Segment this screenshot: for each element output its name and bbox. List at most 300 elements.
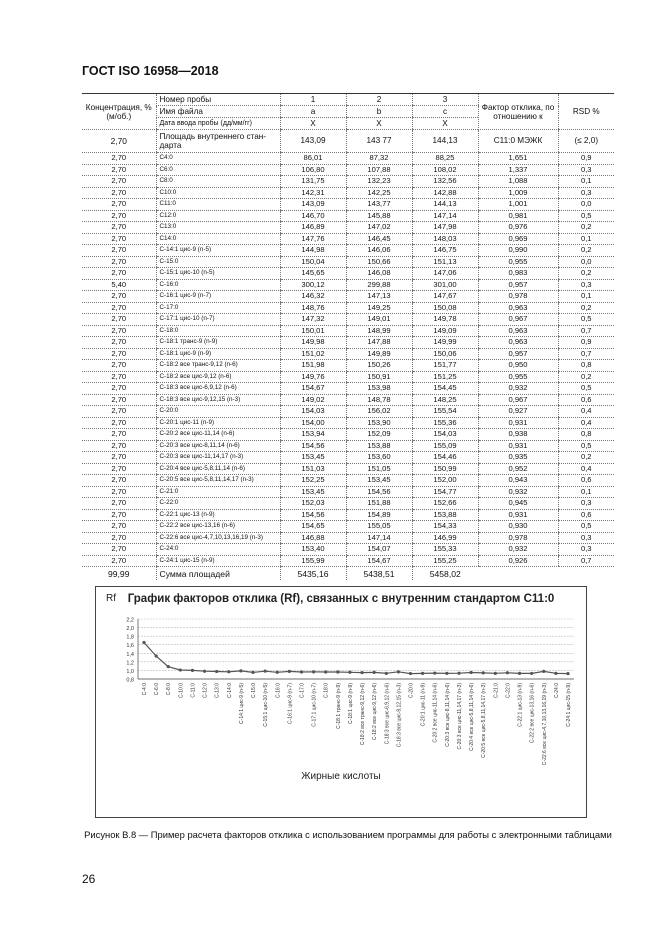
- cell-conc: 2,70: [82, 463, 156, 475]
- data-point: [276, 671, 279, 674]
- cell-name: C12:0: [156, 210, 280, 222]
- cell-factor: 0,938: [478, 429, 558, 441]
- cell-area: 154,56: [346, 486, 412, 498]
- cell-area: 147,13: [346, 291, 412, 303]
- table-row: [82, 463, 614, 475]
- cell-name: C8:0: [156, 176, 280, 188]
- cell-rsd: 0,4: [558, 463, 614, 475]
- table-row: [82, 498, 614, 510]
- cell-area: 155,05: [346, 521, 412, 533]
- cell-area: 148,03: [412, 233, 478, 245]
- figure-caption: Рисунок В.8 — Пример расчета факторов отклика с использованием программы для работы с электронными таблицами: [84, 829, 612, 840]
- cell-rsd: 0,1: [558, 291, 614, 303]
- cell-rsd: 0,0: [558, 199, 614, 211]
- table-row: [82, 337, 614, 349]
- data-point: [530, 672, 533, 675]
- data-point: [518, 672, 521, 675]
- table-row: [82, 314, 614, 326]
- data-point: [506, 671, 509, 674]
- table-row: [82, 440, 614, 452]
- cell-area: 146,88: [280, 532, 346, 544]
- x-tick-label: C-18:0: [323, 683, 330, 699]
- cell-area: 301,00: [412, 279, 478, 291]
- cell-area: 155,25: [412, 555, 478, 567]
- cell-factor: 0,957: [478, 279, 558, 291]
- cell-area: 153,88: [412, 509, 478, 521]
- cell-area: 154,65: [280, 521, 346, 533]
- x-tick-label: C-20:4 все цис-5,8,11,14 (n-6): [469, 683, 476, 751]
- cell-conc: 2,70: [82, 498, 156, 510]
- col-header-concentration: Концентрация, % (м/об.): [82, 94, 156, 130]
- x-tick-label: C-11:0: [190, 683, 197, 698]
- data-point: [542, 670, 545, 673]
- cell-factor: 0,930: [478, 521, 558, 533]
- cell-conc: 2,70: [82, 429, 156, 441]
- cell-factor: 0,935: [478, 452, 558, 464]
- sum-area: 5458,02: [412, 567, 478, 581]
- cell-rsd: 0,3: [558, 544, 614, 556]
- cell-rsd: 0,5: [558, 210, 614, 222]
- table-row: [82, 187, 614, 199]
- cell-name: C-20:4 все цис-5,8,11,14 (n-6): [156, 463, 280, 475]
- x-tick-label: C-20:5 все цис-5,8,11,14,17 (n-3): [481, 683, 488, 758]
- cell-rsd: 0,7: [558, 325, 614, 337]
- cell-area: 146,89: [280, 222, 346, 234]
- cell-area: 106,80: [280, 164, 346, 176]
- sample-number: 1: [280, 94, 346, 106]
- x-tick-label: C-24:0: [553, 683, 560, 699]
- data-point: [348, 671, 351, 674]
- x-tick-label: C-15:1 цис-10 (n-5): [263, 683, 270, 727]
- cell-area: 151,03: [280, 463, 346, 475]
- data-point: [385, 672, 388, 675]
- cell-conc: 2,70: [82, 325, 156, 337]
- y-axis-label: Rf: [106, 593, 116, 604]
- standard-title: ГОСТ ISO 16958—2018: [82, 64, 219, 78]
- cell-conc: 2,70: [82, 187, 156, 199]
- x-tick-label: C-8:0: [166, 683, 173, 696]
- table-row: [82, 302, 614, 314]
- cell-area: 131,75: [280, 176, 346, 188]
- cell-conc: 2,70: [82, 544, 156, 556]
- cell-conc: 2,70: [82, 268, 156, 280]
- data-point: [300, 670, 303, 673]
- cell-area: 146,75: [412, 245, 478, 257]
- cell-name: C-16:0: [156, 279, 280, 291]
- series-line: [144, 643, 568, 674]
- cell-conc: 2,70: [82, 302, 156, 314]
- cell-factor: 0,990: [478, 245, 558, 257]
- cell-area: 153,45: [280, 452, 346, 464]
- cell-rsd: 0,4: [558, 406, 614, 418]
- cell-area: 150,01: [280, 325, 346, 337]
- table-row: [82, 222, 614, 234]
- x-tick-label: C-6:0: [154, 683, 161, 696]
- sum-area: 5435,16: [280, 567, 346, 581]
- cell-area: 107,88: [346, 164, 412, 176]
- y-tick-label: 2,0: [126, 626, 134, 633]
- x-tick-label: C-16:1 цис-9 (n-7): [287, 683, 294, 724]
- cell-factor: 1,088: [478, 176, 558, 188]
- cell-conc: 2,70: [82, 176, 156, 188]
- cell-area: 150,04: [280, 256, 346, 268]
- cell-area: 147,76: [280, 233, 346, 245]
- sum-area: 5438,51: [346, 567, 412, 581]
- cell-area: 148,25: [412, 394, 478, 406]
- table-row: [82, 532, 614, 544]
- x-tick-label: C-12:0: [202, 683, 209, 699]
- cell-area: 144,13: [412, 199, 478, 211]
- cell-factor: 0,957: [478, 348, 558, 360]
- data-point: [191, 669, 194, 672]
- cell-rsd: 0,7: [558, 348, 614, 360]
- cell-name: C-18:3 все цис-6,9,12 (n-6): [156, 383, 280, 395]
- chart-title: График факторов отклика (Rf), связанных с внутренним стандартом C11:0: [127, 593, 555, 605]
- data-point: [227, 670, 230, 673]
- cell-area: 153,98: [346, 383, 412, 395]
- cell-conc: 2,70: [82, 452, 156, 464]
- data-point: [554, 672, 557, 675]
- table-row: [82, 360, 614, 372]
- cell-conc: 2,70: [82, 348, 156, 360]
- x-tick-label: C-14:0: [226, 683, 233, 699]
- cell-factor: 0,931: [478, 417, 558, 429]
- y-tick-label: 0,8: [126, 677, 134, 684]
- cell-rsd: 0,6: [558, 509, 614, 521]
- data-point: [215, 670, 218, 673]
- table-row: [82, 164, 614, 176]
- cell-factor: 1,001: [478, 199, 558, 211]
- x-axis-label: Жирные кислоты: [301, 771, 381, 782]
- data-point: [264, 670, 267, 673]
- cell-factor: 0,963: [478, 325, 558, 337]
- table-row: [82, 325, 614, 337]
- cell-area: 155,33: [412, 544, 478, 556]
- cell-name: C-15:0: [156, 256, 280, 268]
- cell-area: 108,02: [412, 164, 478, 176]
- cell-rsd: 0,5: [558, 314, 614, 326]
- table-row: [82, 348, 614, 360]
- data-point: [324, 670, 327, 673]
- cell-rsd: 0,2: [558, 245, 614, 257]
- y-tick-label: 1,6: [126, 643, 134, 650]
- cell-area: 153,60: [346, 452, 412, 464]
- cell-name: C-18:2 все цис-9,12 (n-6): [156, 371, 280, 383]
- data-point: [482, 671, 485, 674]
- cell-area: 154,33: [412, 521, 478, 533]
- cell-area: 147,02: [346, 222, 412, 234]
- cell-conc: 2,70: [82, 210, 156, 222]
- file-name: a: [280, 106, 346, 118]
- sum-row: [82, 567, 614, 581]
- cell-factor: 0,969: [478, 233, 558, 245]
- is-area: 143 77: [346, 130, 412, 153]
- cell-rsd: 0,1: [558, 486, 614, 498]
- table-row: [82, 452, 614, 464]
- is-concentration: 2,70: [82, 130, 156, 153]
- cell-conc: 2,70: [82, 486, 156, 498]
- cell-area: 150,08: [412, 302, 478, 314]
- cell-conc: 2,70: [82, 406, 156, 418]
- cell-area: 156,02: [346, 406, 412, 418]
- cell-rsd: 0,6: [558, 475, 614, 487]
- cell-factor: 0,981: [478, 210, 558, 222]
- cell-factor: 1,337: [478, 164, 558, 176]
- x-tick-label: C-18:2 все транс-9,12 (n-6): [360, 683, 367, 746]
- x-tick-label: C-20:3 все цис-11,14,17 (n-3): [456, 683, 463, 750]
- data-point: [142, 641, 145, 644]
- cell-name: C-14:1 цис-9 (n-5): [156, 245, 280, 257]
- cell-area: 153,45: [346, 475, 412, 487]
- cell-rsd: 0,3: [558, 164, 614, 176]
- cell-area: 155,09: [412, 440, 478, 452]
- cell-name: C-18:1 транс-9 (n-9): [156, 337, 280, 349]
- table-row: [82, 291, 614, 303]
- cell-area: 147,06: [412, 268, 478, 280]
- cell-name: C-20:3 все цис-8,11,14 (n-6): [156, 440, 280, 452]
- cell-area: 148,99: [346, 325, 412, 337]
- x-tick-label: C-17:1 цис-10 (n-7): [311, 683, 318, 727]
- cell-factor: 0,963: [478, 302, 558, 314]
- cell-area: 154,56: [280, 509, 346, 521]
- cell-area: 155,36: [412, 417, 478, 429]
- cell-rsd: 0,2: [558, 371, 614, 383]
- table-row: [82, 383, 614, 395]
- cell-area: 152,00: [412, 475, 478, 487]
- table-row: [82, 486, 614, 498]
- cell-rsd: 0,2: [558, 222, 614, 234]
- cell-factor: 0,978: [478, 532, 558, 544]
- x-tick-label: C-18:2 все цис-9,12 (n-6): [372, 683, 379, 741]
- cell-area: 151,05: [346, 463, 412, 475]
- data-point: [409, 672, 412, 675]
- sample-number: 2: [346, 94, 412, 106]
- cell-area: 151,13: [412, 256, 478, 268]
- cell-name: C-15:1 цис-10 (n-5): [156, 268, 280, 280]
- cell-name: C-16:1 цис-9 (n-7): [156, 291, 280, 303]
- cell-factor: 0,932: [478, 486, 558, 498]
- cell-rsd: 0,5: [558, 383, 614, 395]
- cell-conc: 2,70: [82, 555, 156, 567]
- data-point: [566, 672, 569, 675]
- col-header-factor: Фактор отклика, по отношению к: [478, 94, 558, 130]
- sample-date: X: [346, 118, 412, 130]
- cell-name: C-22:2 все цис-13,16 (n-6): [156, 521, 280, 533]
- cell-area: 153,94: [280, 429, 346, 441]
- cell-area: 151,25: [412, 371, 478, 383]
- data-point: [179, 668, 182, 671]
- cell-name: C-18:1 цис-9 (n-9): [156, 348, 280, 360]
- cell-conc: 2,70: [82, 509, 156, 521]
- x-tick-label: C-14:1 цис-9 (n-5): [238, 683, 245, 724]
- cell-area: 300,12: [280, 279, 346, 291]
- cell-area: 154,03: [412, 429, 478, 441]
- table-row: [82, 429, 614, 441]
- cell-conc: 2,70: [82, 256, 156, 268]
- empty-cell: [478, 567, 558, 581]
- cell-name: C14:0: [156, 233, 280, 245]
- cell-area: 152,09: [346, 429, 412, 441]
- cell-area: 147,14: [346, 532, 412, 544]
- cell-area: 149,98: [280, 337, 346, 349]
- chart-svg: [96, 587, 586, 817]
- cell-conc: 2,70: [82, 521, 156, 533]
- y-tick-label: 1,4: [126, 651, 134, 658]
- cell-factor: 0,955: [478, 256, 558, 268]
- data-point: [167, 665, 170, 668]
- cell-factor: 0,932: [478, 383, 558, 395]
- cell-area: 146,70: [280, 210, 346, 222]
- cell-conc: 2,70: [82, 440, 156, 452]
- table-row: [82, 153, 614, 165]
- table-row: [82, 406, 614, 418]
- cell-name: C4:0: [156, 153, 280, 165]
- cell-area: 146,32: [280, 291, 346, 303]
- cell-name: C-20:5 все цис-5,8,11,14,17 (n-3): [156, 475, 280, 487]
- x-tick-label: C-18:1 цис-9 (n-9): [347, 683, 354, 724]
- response-factor-table: [82, 93, 614, 580]
- cell-conc: 2,70: [82, 245, 156, 257]
- table-row: [82, 521, 614, 533]
- y-tick-label: 1,8: [126, 634, 134, 641]
- cell-area: 132,23: [346, 176, 412, 188]
- table-row: [82, 417, 614, 429]
- sample-number: 3: [412, 94, 478, 106]
- table-row: [82, 371, 614, 383]
- data-point: [155, 654, 158, 657]
- cell-area: 152,03: [280, 498, 346, 510]
- cell-area: 86,01: [280, 153, 346, 165]
- cell-conc: 2,70: [82, 199, 156, 211]
- cell-conc: 2,70: [82, 222, 156, 234]
- cell-rsd: 0,2: [558, 268, 614, 280]
- cell-name: C-20:3 все цис-11,14,17 (n-3): [156, 452, 280, 464]
- cell-conc: 2,70: [82, 164, 156, 176]
- sum-concentration: 99,99: [107, 568, 130, 579]
- y-tick-label: 1,0: [126, 668, 134, 675]
- table-row: [82, 268, 614, 280]
- cell-conc: 2,70: [82, 383, 156, 395]
- table-row: [82, 233, 614, 245]
- cell-conc: 2,70: [82, 417, 156, 429]
- cell-area: 154,07: [346, 544, 412, 556]
- x-tick-label: C-13:0: [214, 683, 221, 699]
- cell-rsd: 0,3: [558, 187, 614, 199]
- cell-area: 154,00: [280, 417, 346, 429]
- cell-rsd: 0,7: [558, 555, 614, 567]
- cell-area: 146,06: [346, 245, 412, 257]
- table-row: [82, 245, 614, 257]
- cell-factor: 1,651: [478, 153, 558, 165]
- cell-factor: 0,931: [478, 440, 558, 452]
- cell-conc: 2,70: [82, 314, 156, 326]
- internal-standard-row: [82, 130, 614, 153]
- table-row: [82, 279, 614, 291]
- sample-date: X: [280, 118, 346, 130]
- cell-name: C-18:0: [156, 325, 280, 337]
- cell-area: 153,88: [346, 440, 412, 452]
- cell-area: 150,91: [346, 371, 412, 383]
- cell-area: 142,88: [412, 187, 478, 199]
- cell-area: 145,65: [280, 268, 346, 280]
- cell-area: 147,98: [412, 222, 478, 234]
- row-label-internal-standard: Площадь внутреннего стан-дарта: [156, 130, 280, 153]
- cell-area: 155,54: [412, 406, 478, 418]
- cell-conc: 2,70: [82, 532, 156, 544]
- cell-factor: 0,943: [478, 475, 558, 487]
- cell-area: 154,77: [412, 486, 478, 498]
- x-tick-label: C-15:0: [251, 683, 258, 699]
- cell-area: 148,76: [280, 302, 346, 314]
- cell-area: 142,25: [346, 187, 412, 199]
- cell-factor: 0,978: [478, 291, 558, 303]
- cell-name: C-24:0: [156, 544, 280, 556]
- data-point: [336, 670, 339, 673]
- cell-area: 143,77: [346, 199, 412, 211]
- cell-rsd: 0,9: [558, 337, 614, 349]
- cell-area: 150,99: [412, 463, 478, 475]
- cell-area: 154,03: [280, 406, 346, 418]
- x-tick-label: C-22:2 все цис-13,16 (n-6): [529, 683, 536, 743]
- factor-reference: C11:0 МЭЖК: [478, 130, 558, 153]
- table-row: [82, 555, 614, 567]
- cell-area: 150,06: [412, 348, 478, 360]
- cell-name: C13:0: [156, 222, 280, 234]
- page-number: 26: [82, 872, 96, 886]
- cell-area: 149,09: [412, 325, 478, 337]
- cell-conc: 2,70: [82, 371, 156, 383]
- table-row: [82, 256, 614, 268]
- cell-factor: 0,927: [478, 406, 558, 418]
- cell-area: 145,88: [346, 210, 412, 222]
- cell-factor: 0,976: [478, 222, 558, 234]
- cell-name: C-17:1 цис-10 (n-7): [156, 314, 280, 326]
- table-row: [82, 176, 614, 188]
- cell-area: 147,14: [412, 210, 478, 222]
- cell-name: C-24:1 цис-15 (n-9): [156, 555, 280, 567]
- cell-rsd: 0,9: [558, 153, 614, 165]
- cell-area: 152,66: [412, 498, 478, 510]
- file-name: c: [412, 106, 478, 118]
- cell-rsd: 0,3: [558, 498, 614, 510]
- cell-conc: 2,70: [82, 337, 156, 349]
- cell-factor: 0,963: [478, 337, 558, 349]
- x-tick-label: C-18:3 все цис-9,12,15 (n-3): [396, 683, 403, 748]
- cell-name: C10:0: [156, 187, 280, 199]
- cell-name: C-20:1 цис-11 (n-9): [156, 417, 280, 429]
- cell-area: 155,99: [280, 555, 346, 567]
- cell-conc: 2,70: [82, 360, 156, 372]
- data-point: [397, 670, 400, 673]
- cell-rsd: 0,1: [558, 233, 614, 245]
- x-tick-label: C-16:0: [275, 683, 282, 699]
- data-point: [445, 672, 448, 675]
- cell-name: C6:0: [156, 164, 280, 176]
- x-tick-label: C-10:0: [178, 683, 185, 699]
- cell-factor: 1,009: [478, 187, 558, 199]
- is-area: 144,13: [412, 130, 478, 153]
- cell-name: C-22:6 все цис-4,7,10,13,16,19 (n-3): [156, 532, 280, 544]
- cell-area: 153,40: [280, 544, 346, 556]
- data-point: [494, 672, 497, 675]
- cell-rsd: 0,4: [558, 417, 614, 429]
- cell-area: 154,89: [346, 509, 412, 521]
- x-tick-label: C-24:1 цис-15 (n-9): [566, 683, 572, 727]
- data-point: [433, 671, 436, 674]
- cell-conc: 2,70: [82, 394, 156, 406]
- cell-area: 148,78: [346, 394, 412, 406]
- cell-name: C-17:0: [156, 302, 280, 314]
